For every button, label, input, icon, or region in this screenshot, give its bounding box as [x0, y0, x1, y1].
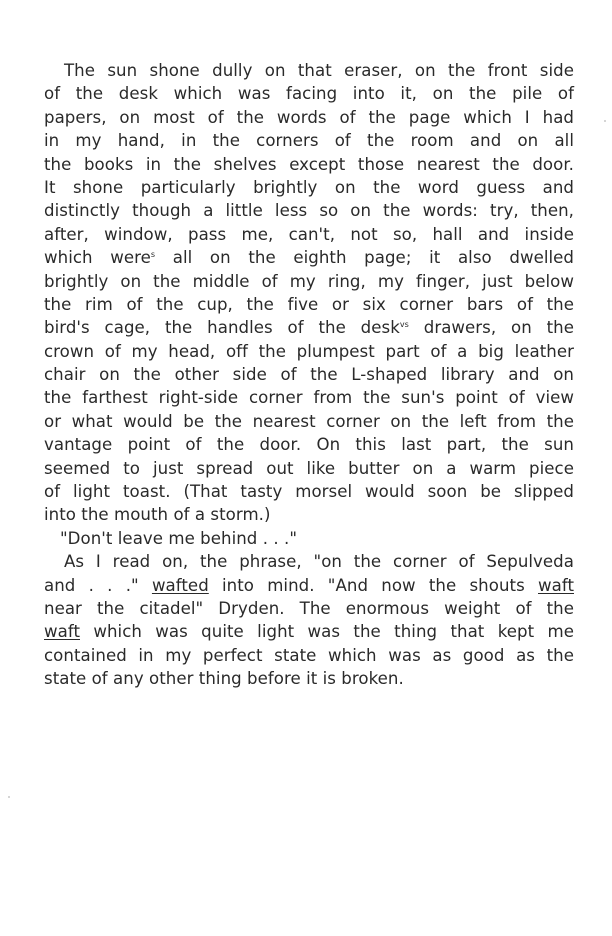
paper-speck: [8, 796, 10, 798]
text-line: state of any other thing before it is broken.: [44, 669, 404, 689]
text-line: in my hand, in the corners of the room and on all: [44, 131, 574, 151]
text-line: of light toast. (That tasty morsel would soon be slipped: [44, 482, 574, 502]
text-line: of the desk which was facing into it, on the pile of: [44, 84, 574, 104]
text-line: As I read on, the phrase, "on the corner of Sepulveda: [64, 552, 574, 572]
paper-speck: [604, 120, 606, 122]
text-fragment: and . . .": [44, 575, 152, 595]
text-line: [44, 246, 574, 269]
dialogue-line: "Don't leave me behind . . .": [60, 528, 298, 548]
text-line: contained in my perfect state which was as good as the: [44, 645, 574, 665]
text-line: vantage point of the door. On this last part, the sun: [44, 435, 574, 455]
text-line: near the citadel" Dryden. The enormous weight of the: [44, 598, 574, 618]
text-fragment: bird's cage, the handles of the desk: [44, 318, 400, 338]
text-fragment: which were: [44, 248, 151, 268]
underlined-word: wafted: [151, 575, 209, 595]
text-line: chair on the other side of the L-shaped library and on: [44, 365, 574, 385]
text-line: seemed to just spread out like butter on a warm piece: [44, 458, 574, 478]
text-line: the books in the shelves except those nearest the door.: [44, 154, 574, 174]
text-fragment: which was quite light was the thing that kept me: [80, 622, 574, 642]
underlined-word: waft: [44, 622, 80, 642]
text-line: the rim of the cup, the five or six corner bars of the: [44, 294, 574, 314]
text-line: The sun shone dully on that eraser, on the front side: [64, 61, 574, 80]
body-text: [44, 59, 574, 691]
text-fragment: all on the eighth page; it also dwelled: [155, 248, 574, 268]
text-fragment: drawers, on the: [408, 318, 575, 338]
text-line: distinctly though a little less so on the words: try, then,: [44, 201, 574, 221]
text-line: or what would be the nearest corner on the left from the: [44, 411, 574, 431]
text-line: crown of my head, off the plumpest part of a big leather: [44, 341, 574, 361]
text-line: into the mouth of a storm.): [44, 505, 271, 525]
text-line: [44, 316, 574, 339]
superscript-mark: vs: [399, 320, 409, 330]
superscript-mark: s: [150, 250, 156, 260]
text-line: It shone particularly brightly on the word guess and: [44, 177, 574, 197]
text-fragment: into mind. "And now the shouts: [208, 575, 538, 595]
text-line: brightly on the middle of my ring, my finger, just below: [44, 271, 574, 291]
text-line: papers, on most of the words of the page which I had: [44, 107, 574, 127]
text-line: after, window, pass me, can't, not so, hall and inside: [44, 224, 574, 244]
text-line: the farthest right-side corner from the sun's point of view: [44, 388, 574, 408]
underlined-word: waft: [538, 575, 574, 595]
text-line: [44, 574, 574, 597]
text-line: [44, 620, 574, 643]
